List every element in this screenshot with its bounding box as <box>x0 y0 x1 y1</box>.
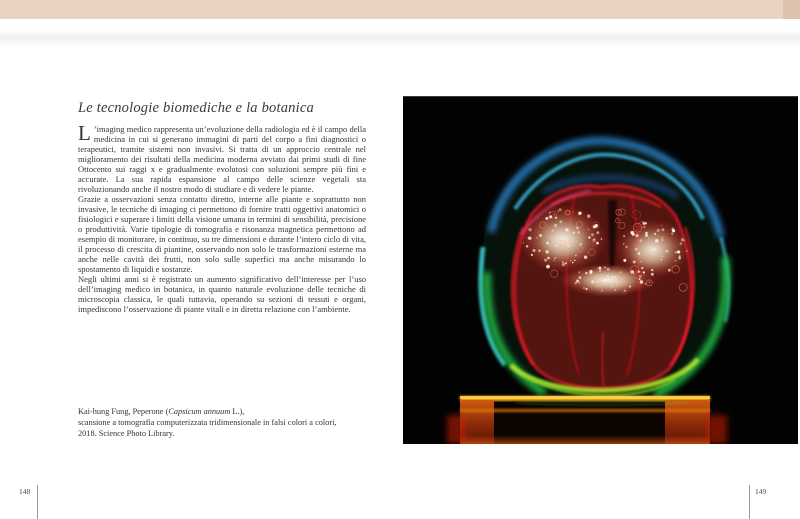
page-top-shadow <box>0 19 800 47</box>
article-body <box>78 121 366 314</box>
folio-rule-right <box>749 485 750 519</box>
pepper-ct-scan <box>403 97 798 444</box>
figure-caption <box>78 406 378 439</box>
caption-line-3: 2018. Science Photo Library. <box>78 429 175 438</box>
top-cover-strip <box>0 0 800 19</box>
top-cover-strip-corner <box>783 0 800 19</box>
species-name: Capsicum annuum <box>168 407 231 416</box>
pepper-ct-figure <box>403 96 798 444</box>
paragraph-3: Negli ultimi anni si è registrato un aumento significativo dell’interesse per l’uso dell’imaging medico in botanica, in quanto naturale evoluzione delle tecniche di microscopia classica, le quali tuttavia, operando su sezioni di tessuti e organi, impediscono l’osservazione di piante vitali e in diretta relazione con l’ambiente. <box>78 274 366 314</box>
pedestal <box>447 396 727 444</box>
caption-line-2: scansione a tomografia computerizzata tridimensionale in falsi colori a colori, <box>78 418 337 427</box>
paragraph-1-text: ’imaging medico rappresenta un’evoluzione della radiologia ed è il campo della medicina in cui si generano immagini di parti del corpo a fini diagnostici o terapeutici, tramite sistemi non invasivi. Si tratta di un approccio centrale nel miglioramento dei risultati della medicina moderna avviato dai primi studi di fine Ottocento sui raggi x e gradualmente evolutosi con soluzioni sempre più fini e accurate. La sua rapida espansione al campo delle scienze vegetali sta rivoluzionando anche il nostro modo di studiare e di vedere le piante. <box>78 124 366 194</box>
caption-line-1: Kai-hung Fung, Peperone (Capsicum annuum L.), <box>78 407 245 416</box>
paragraph-2: Grazie a osservazioni senza contatto diretto, interne alle piante e soprattutto non invasive, le tecniche di imaging ci permettono di fornire tratti oggettivi anatomici o fisiologici e superare i limiti della visione umana in termini di sensibilità, precisione o produttività. Varie tipologie di tomografia e risonanza magnetica permettono ad esempio di monitorare, in continuo, su tre dimensioni e durante l’intero ciclo di vita, il processo di crescita di piantine, osservando non solo le trasformazioni esterne ma anche nelle cavità dei frutti, non solo sulle superfici ma anche misurando lo spostamento di liquidi e sostanze. <box>78 194 366 274</box>
folio-rule-left <box>37 485 38 519</box>
page-number-right: 149 <box>755 487 767 496</box>
page-number-left: 148 <box>19 487 31 496</box>
dropcap-letter: L <box>78 121 91 145</box>
page-title: Le tecnologie biomediche e la botanica <box>78 99 314 116</box>
paragraph-1 <box>78 121 366 194</box>
